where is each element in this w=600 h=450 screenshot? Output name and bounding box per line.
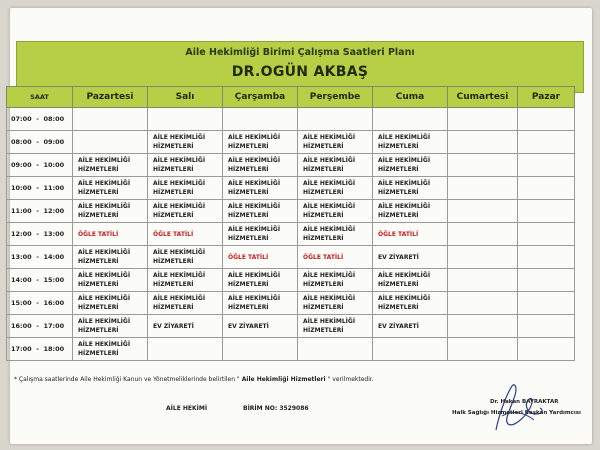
schedule-table [6, 86, 575, 361]
schedule-cell: AİLE HEKİMLİĞİ HİZMETLERİ [223, 154, 298, 177]
table-header-row [7, 87, 575, 108]
schedule-cell [148, 108, 223, 131]
table-row [7, 154, 575, 177]
table-row [7, 177, 575, 200]
schedule-cell [448, 315, 518, 338]
schedule-cell [448, 177, 518, 200]
schedule-cell [518, 223, 575, 246]
schedule-cell: ÖĞLE TATİLİ [298, 246, 373, 269]
handwritten-signature [478, 380, 548, 435]
table-row [7, 292, 575, 315]
footnote-suffix: " verilmektedir. [327, 376, 374, 383]
schedule-cell [448, 338, 518, 361]
schedule-cell: AİLE HEKİMLİĞİ HİZMETLERİ [223, 200, 298, 223]
table-row [7, 246, 575, 269]
time-slot-cell: 15:00 - 16:00 [7, 292, 73, 315]
schedule-cell [518, 131, 575, 154]
schedule-cell: AİLE HEKİMLİĞİ HİZMETLERİ [373, 154, 448, 177]
time-slot-cell: 07:00 - 08:00 [7, 108, 73, 131]
schedule-cell: EV ZİYARETİ [373, 246, 448, 269]
footnote [14, 376, 374, 383]
schedule-cell: AİLE HEKİMLİĞİ HİZMETLERİ [223, 292, 298, 315]
schedule-cell [518, 246, 575, 269]
schedule-cell: EV ZİYARETİ [148, 315, 223, 338]
schedule-cell: AİLE HEKİMLİĞİ HİZMETLERİ [298, 223, 373, 246]
column-header-sali: Salı [148, 87, 223, 108]
doctor-name: DR.OGÜN AKBAŞ [231, 64, 369, 80]
schedule-cell: AİLE HEKİMLİĞİ HİZMETLERİ [223, 269, 298, 292]
schedule-cell [518, 292, 575, 315]
schedule-cell: ÖĞLE TATİLİ [223, 246, 298, 269]
time-slot-cell: 17:00 - 18:00 [7, 338, 73, 361]
schedule-cell: AİLE HEKİMLİĞİ HİZMETLERİ [148, 177, 223, 200]
schedule-cell: EV ZİYARETİ [223, 315, 298, 338]
schedule-cell [518, 108, 575, 131]
table-row [7, 269, 575, 292]
schedule-cell [518, 315, 575, 338]
schedule-cell: AİLE HEKİMLİĞİ HİZMETLERİ [373, 292, 448, 315]
schedule-cell: AİLE HEKİMLİĞİ HİZMETLERİ [298, 131, 373, 154]
table-row [7, 338, 575, 361]
unit-number: BİRİM NO: 3529086 [243, 405, 309, 412]
time-slot-cell: 08:00 - 09:00 [7, 131, 73, 154]
schedule-cell: AİLE HEKİMLİĞİ HİZMETLERİ [223, 223, 298, 246]
schedule-cell: ÖĞLE TATİLİ [73, 223, 148, 246]
schedule-cell: AİLE HEKİMLİĞİ HİZMETLERİ [298, 154, 373, 177]
schedule-cell: AİLE HEKİMLİĞİ HİZMETLERİ [373, 200, 448, 223]
footnote-prefix: * Çalışma saatlerinde Aile Hekimliği Kanun ve Yönetmeliklerinde belirtilen " [14, 376, 240, 383]
schedule-cell: AİLE HEKİMLİĞİ HİZMETLERİ [73, 292, 148, 315]
schedule-cell: AİLE HEKİMLİĞİ HİZMETLERİ [148, 131, 223, 154]
column-header-carsamba: Çarşamba [223, 87, 298, 108]
schedule-cell [448, 246, 518, 269]
time-slot-cell: 11:00 - 12:00 [7, 200, 73, 223]
schedule-cell [73, 131, 148, 154]
schedule-cell [448, 200, 518, 223]
schedule-cell [148, 338, 223, 361]
schedule-cell: AİLE HEKİMLİĞİ HİZMETLERİ [73, 246, 148, 269]
schedule-cell: AİLE HEKİMLİĞİ HİZMETLERİ [298, 269, 373, 292]
signer-name: Dr. Hakan BAYRAKTAR [490, 399, 559, 405]
family-doctor-label: AİLE HEKİMİ [166, 405, 208, 412]
schedule-cell: AİLE HEKİMLİĞİ HİZMETLERİ [73, 338, 148, 361]
schedule-cell: ÖĞLE TATİLİ [148, 223, 223, 246]
schedule-cell [448, 223, 518, 246]
schedule-cell: AİLE HEKİMLİĞİ HİZMETLERİ [73, 200, 148, 223]
time-slot-cell: 09:00 - 10:00 [7, 154, 73, 177]
schedule-cell [73, 108, 148, 131]
schedule-cell: AİLE HEKİMLİĞİ HİZMETLERİ [148, 292, 223, 315]
schedule-cell: AİLE HEKİMLİĞİ HİZMETLERİ [73, 269, 148, 292]
column-header-cumartesi: Cumartesi [448, 87, 518, 108]
schedule-cell [518, 177, 575, 200]
schedule-subtitle: Aile Hekimliği Birimi Çalışma Saatleri Planı [185, 47, 415, 58]
schedule-cell: AİLE HEKİMLİĞİ HİZMETLERİ [73, 315, 148, 338]
signer-title: Halk Sağlığı Hizmetleri Başkan Yardımcısı [452, 410, 581, 416]
schedule-cell: AİLE HEKİMLİĞİ HİZMETLERİ [298, 200, 373, 223]
schedule-cell: AİLE HEKİMLİĞİ HİZMETLERİ [223, 177, 298, 200]
column-header-persembe: Perşembe [298, 87, 373, 108]
time-slot-cell: 14:00 - 15:00 [7, 269, 73, 292]
schedule-cell [373, 338, 448, 361]
table-row [7, 223, 575, 246]
schedule-cell [518, 269, 575, 292]
table-row [7, 108, 575, 131]
schedule-cell: AİLE HEKİMLİĞİ HİZMETLERİ [73, 177, 148, 200]
schedule-cell: AİLE HEKİMLİĞİ HİZMETLERİ [148, 269, 223, 292]
schedule-cell: AİLE HEKİMLİĞİ HİZMETLERİ [373, 177, 448, 200]
schedule-cell [518, 338, 575, 361]
schedule-cell: AİLE HEKİMLİĞİ HİZMETLERİ [148, 154, 223, 177]
schedule-cell: AİLE HEKİMLİĞİ HİZMETLERİ [73, 154, 148, 177]
schedule-cell [298, 338, 373, 361]
schedule-cell [518, 154, 575, 177]
schedule-cell: AİLE HEKİMLİĞİ HİZMETLERİ [373, 269, 448, 292]
schedule-cell [373, 108, 448, 131]
schedule-cell [223, 108, 298, 131]
schedule-cell: AİLE HEKİMLİĞİ HİZMETLERİ [298, 177, 373, 200]
schedule-cell [223, 338, 298, 361]
schedule-cell [518, 200, 575, 223]
schedule-cell: EV ZİYARETİ [373, 315, 448, 338]
schedule-cell [448, 269, 518, 292]
schedule-cell: AİLE HEKİMLİĞİ HİZMETLERİ [148, 200, 223, 223]
column-header-cuma: Cuma [373, 87, 448, 108]
schedule-cell [298, 108, 373, 131]
time-slot-cell: 13:00 - 14:00 [7, 246, 73, 269]
column-header-pazar: Pazar [518, 87, 575, 108]
schedule-cell [448, 108, 518, 131]
schedule-cell [448, 154, 518, 177]
schedule-cell: AİLE HEKİMLİĞİ HİZMETLERİ [223, 131, 298, 154]
table-row [7, 131, 575, 154]
table-row [7, 200, 575, 223]
schedule-cell: AİLE HEKİMLİĞİ HİZMETLERİ [148, 246, 223, 269]
footnote-bold: Aile Hekimliği Hizmetleri [239, 376, 328, 383]
time-slot-cell: 12:00 - 13:00 [7, 223, 73, 246]
time-slot-cell: 10:00 - 11:00 [7, 177, 73, 200]
time-slot-cell: 16:00 - 17:00 [7, 315, 73, 338]
schedule-cell: AİLE HEKİMLİĞİ HİZMETLERİ [298, 292, 373, 315]
schedule-cell: AİLE HEKİMLİĞİ HİZMETLERİ [373, 131, 448, 154]
schedule-cell: ÖĞLE TATİLİ [373, 223, 448, 246]
schedule-cell [448, 131, 518, 154]
column-header-pazartesi: Pazartesi [73, 87, 148, 108]
column-header-saat: SAAT [7, 87, 73, 108]
schedule-cell: AİLE HEKİMLİĞİ HİZMETLERİ [298, 315, 373, 338]
table-row [7, 315, 575, 338]
schedule-cell [448, 292, 518, 315]
